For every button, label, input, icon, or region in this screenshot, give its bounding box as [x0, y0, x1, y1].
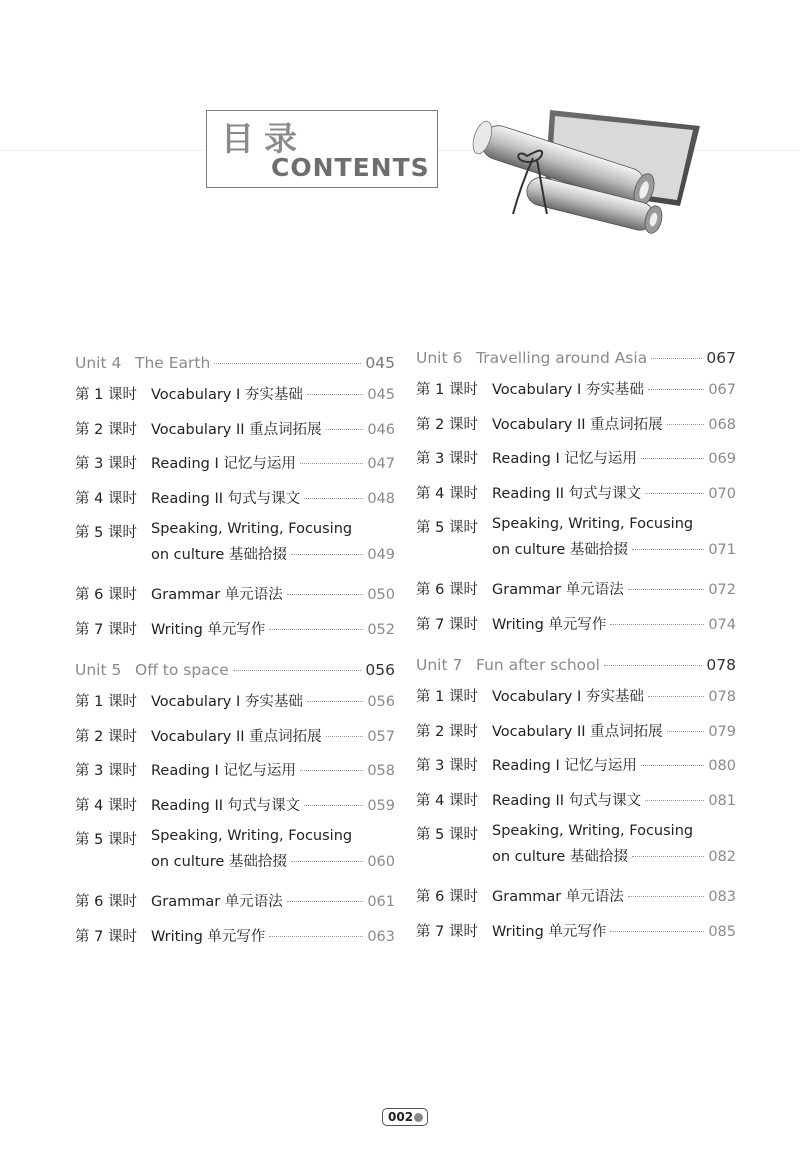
- dot-leader: [214, 363, 361, 364]
- lesson-entry[interactable]: [75, 516, 395, 578]
- lesson-title: Speaking, Writing, Focusing: [151, 828, 353, 844]
- unit-number: Unit 6: [416, 349, 463, 367]
- lesson-entry[interactable]: [75, 413, 395, 448]
- unit-title: Fun after school: [476, 656, 600, 674]
- dot-leader: [304, 805, 363, 806]
- dot-leader: [648, 696, 704, 697]
- dot-leader: [648, 389, 704, 390]
- lesson-title-continued: on culture 基础拾掇: [151, 854, 287, 870]
- lesson-page: 045: [367, 387, 395, 403]
- dot-leader: [326, 736, 364, 737]
- unit-number: Unit 7: [416, 656, 463, 674]
- lesson-number: 第 4 课时: [75, 490, 137, 507]
- page-number: [382, 1108, 428, 1126]
- lesson-page: 079: [708, 723, 736, 740]
- lesson-title: Vocabulary I 夯实基础: [151, 694, 303, 710]
- lesson-number: 第 2 课时: [75, 421, 137, 438]
- page-dot-icon: [414, 1113, 423, 1122]
- lesson-entry[interactable]: [416, 477, 736, 512]
- lesson-page: 080: [708, 758, 736, 774]
- lesson-page: 048: [367, 490, 395, 507]
- lesson-entry[interactable]: [416, 442, 736, 477]
- lesson-title: Grammar 单元语法: [492, 582, 624, 598]
- lesson-page: 072: [708, 582, 736, 598]
- dot-leader: [667, 731, 705, 732]
- dot-leader: [233, 670, 362, 671]
- lesson-number: 第 5 课时: [75, 832, 137, 848]
- lesson-number: 第 2 课时: [416, 723, 478, 740]
- lesson-number: 第 1 课时: [416, 689, 478, 705]
- lesson-number: 第 6 课时: [75, 894, 137, 910]
- lesson-page: 069: [708, 451, 736, 467]
- lesson-page: 052: [367, 621, 395, 638]
- lesson-entry[interactable]: [75, 754, 395, 789]
- lesson-entry[interactable]: [75, 447, 395, 482]
- lesson-page: 050: [367, 587, 395, 603]
- lesson-page: 071: [708, 542, 736, 558]
- lesson-title-continued: on culture 基础拾掇: [492, 849, 628, 865]
- dot-leader: [269, 629, 363, 630]
- lesson-number: 第 5 课时: [416, 827, 478, 843]
- lesson-number: 第 7 课时: [416, 616, 478, 633]
- dot-leader: [269, 936, 363, 937]
- lesson-entry[interactable]: [75, 789, 395, 824]
- lesson-entry[interactable]: [75, 482, 395, 517]
- dot-leader: [641, 458, 704, 459]
- lesson-title: Reading I 记忆与运用: [151, 456, 296, 472]
- lesson-title: Grammar 单元语法: [151, 587, 283, 603]
- unit-heading[interactable]: [416, 349, 736, 373]
- dot-leader: [667, 424, 705, 425]
- lesson-number: 第 3 课时: [416, 758, 478, 774]
- lesson-page: 061: [367, 894, 395, 910]
- lesson-title: Reading II 句式与课文: [151, 797, 301, 814]
- lesson-entry[interactable]: [75, 378, 395, 413]
- lesson-title: Writing 单元写作: [151, 928, 266, 945]
- title-chinese: 目录: [221, 119, 307, 158]
- lesson-number: 第 2 课时: [416, 416, 478, 433]
- lesson-entry[interactable]: [75, 578, 395, 613]
- unit-page: 078: [706, 656, 736, 674]
- lesson-entry[interactable]: [416, 680, 736, 715]
- lesson-page: 078: [708, 689, 736, 705]
- lesson-page: 060: [367, 854, 395, 870]
- lesson-title: Reading I 记忆与运用: [492, 758, 637, 774]
- lesson-page: 067: [708, 382, 736, 398]
- lesson-number: 第 3 课时: [416, 451, 478, 467]
- lesson-title: Grammar 单元语法: [492, 889, 624, 905]
- lesson-page: 056: [367, 694, 395, 710]
- lesson-number: 第 4 课时: [416, 792, 478, 809]
- unit-page: 067: [706, 349, 736, 367]
- lesson-entry[interactable]: [416, 373, 736, 408]
- lesson-title: Speaking, Writing, Focusing: [492, 823, 694, 839]
- dot-leader: [287, 594, 364, 595]
- unit-title: Travelling around Asia: [476, 349, 648, 367]
- lesson-number: 第 3 课时: [75, 456, 137, 472]
- lesson-page: 083: [708, 889, 736, 905]
- lesson-entry[interactable]: [416, 511, 736, 573]
- lesson-entry[interactable]: [416, 408, 736, 443]
- dot-leader: [641, 765, 704, 766]
- lesson-title: Reading II 句式与课文: [492, 485, 642, 502]
- lesson-number: 第 3 课时: [75, 763, 137, 779]
- dot-leader: [645, 493, 704, 494]
- rolled-scrolls-illustration: [455, 96, 715, 246]
- lesson-title: Vocabulary I 夯实基础: [492, 689, 644, 705]
- dot-leader: [291, 554, 363, 555]
- unit-heading[interactable]: [75, 661, 395, 685]
- dot-leader: [632, 856, 704, 857]
- lesson-number: 第 6 课时: [75, 587, 137, 603]
- dot-leader: [628, 589, 705, 590]
- lesson-number: 第 1 课时: [75, 387, 137, 403]
- dot-leader: [291, 861, 363, 862]
- lesson-title: Vocabulary II 重点词拓展: [492, 416, 663, 433]
- lesson-number: 第 2 课时: [75, 728, 137, 745]
- lesson-entry[interactable]: [416, 608, 736, 643]
- lesson-title: Writing 单元写作: [492, 616, 607, 633]
- lesson-number: 第 5 课时: [416, 520, 478, 536]
- dot-leader: [326, 429, 364, 430]
- lesson-number: 第 6 课时: [416, 582, 478, 598]
- unit-page: 045: [365, 354, 395, 372]
- lesson-page: 082: [708, 849, 736, 865]
- lesson-title: Vocabulary I 夯实基础: [151, 387, 303, 403]
- dot-leader: [287, 901, 364, 902]
- dot-leader: [610, 931, 704, 932]
- lesson-title: Vocabulary II 重点词拓展: [151, 421, 322, 438]
- lesson-number: 第 4 课时: [416, 485, 478, 502]
- unit-title: Off to space: [135, 661, 229, 679]
- unit-title: The Earth: [135, 354, 211, 372]
- lesson-entry[interactable]: [416, 573, 736, 608]
- lesson-number: 第 5 课时: [75, 525, 137, 541]
- lesson-title: Writing 单元写作: [151, 621, 266, 638]
- lesson-number: 第 7 课时: [416, 923, 478, 940]
- lesson-number: 第 6 课时: [416, 889, 478, 905]
- unit-heading[interactable]: [75, 354, 395, 378]
- lesson-title: Speaking, Writing, Focusing: [151, 521, 353, 537]
- lesson-title-continued: on culture 基础拾掇: [151, 547, 287, 563]
- contents-column-left: [75, 350, 395, 954]
- lesson-number: 第 4 课时: [75, 797, 137, 814]
- lesson-title: Reading II 句式与课文: [151, 490, 301, 507]
- lesson-number: 第 1 课时: [416, 382, 478, 398]
- lesson-title: Reading II 句式与课文: [492, 792, 642, 809]
- lesson-entry[interactable]: [75, 885, 395, 920]
- lesson-entry[interactable]: [75, 720, 395, 755]
- lesson-page: 059: [367, 797, 395, 814]
- lesson-title: Vocabulary I 夯实基础: [492, 382, 644, 398]
- page-number-text: 002: [388, 1110, 414, 1124]
- lesson-number: 第 7 课时: [75, 928, 137, 945]
- lesson-title: Reading I 记忆与运用: [492, 451, 637, 467]
- lesson-entry[interactable]: [75, 613, 395, 648]
- contents-title-box: [206, 110, 438, 188]
- dot-leader: [632, 549, 704, 550]
- dot-leader: [300, 770, 363, 771]
- dot-leader: [604, 665, 702, 666]
- unit-number: Unit 4: [75, 354, 122, 372]
- dot-leader: [610, 624, 704, 625]
- unit-heading[interactable]: [416, 656, 736, 680]
- lesson-title: Vocabulary II 重点词拓展: [492, 723, 663, 740]
- lesson-page: 070: [708, 485, 736, 502]
- dot-leader: [628, 896, 705, 897]
- lesson-entry[interactable]: [416, 880, 736, 915]
- title-english: CONTENTS: [271, 153, 430, 182]
- lesson-entry[interactable]: [75, 920, 395, 955]
- lesson-page: 047: [367, 456, 395, 472]
- contents-column-right: [416, 345, 736, 949]
- lesson-number: 第 7 课时: [75, 621, 137, 638]
- lesson-number: 第 1 课时: [75, 694, 137, 710]
- dot-leader: [307, 701, 363, 702]
- lesson-page: 068: [708, 416, 736, 433]
- lesson-title: Speaking, Writing, Focusing: [492, 516, 694, 532]
- lesson-page: 057: [367, 728, 395, 745]
- lesson-entry[interactable]: [416, 915, 736, 950]
- lesson-title: Grammar 单元语法: [151, 894, 283, 910]
- lesson-entry[interactable]: [416, 784, 736, 819]
- lesson-page: 063: [367, 928, 395, 945]
- lesson-page: 049: [367, 547, 395, 563]
- lesson-title: Writing 单元写作: [492, 923, 607, 940]
- dot-leader: [300, 463, 363, 464]
- lesson-title: Reading I 记忆与运用: [151, 763, 296, 779]
- lesson-entry[interactable]: [416, 715, 736, 750]
- lesson-entry[interactable]: [75, 823, 395, 885]
- dot-leader: [645, 800, 704, 801]
- dot-leader: [651, 358, 702, 359]
- lesson-page: 046: [367, 421, 395, 438]
- lesson-entry[interactable]: [416, 749, 736, 784]
- lesson-title: Vocabulary II 重点词拓展: [151, 728, 322, 745]
- lesson-page: 058: [367, 763, 395, 779]
- lesson-page: 081: [708, 792, 736, 809]
- unit-page: 056: [365, 661, 395, 679]
- lesson-page: 074: [708, 616, 736, 633]
- lesson-entry[interactable]: [75, 685, 395, 720]
- dot-leader: [304, 498, 363, 499]
- unit-number: Unit 5: [75, 661, 122, 679]
- lesson-entry[interactable]: [416, 818, 736, 880]
- lesson-page: 085: [708, 923, 736, 940]
- lesson-title-continued: on culture 基础拾掇: [492, 542, 628, 558]
- dot-leader: [307, 394, 363, 395]
